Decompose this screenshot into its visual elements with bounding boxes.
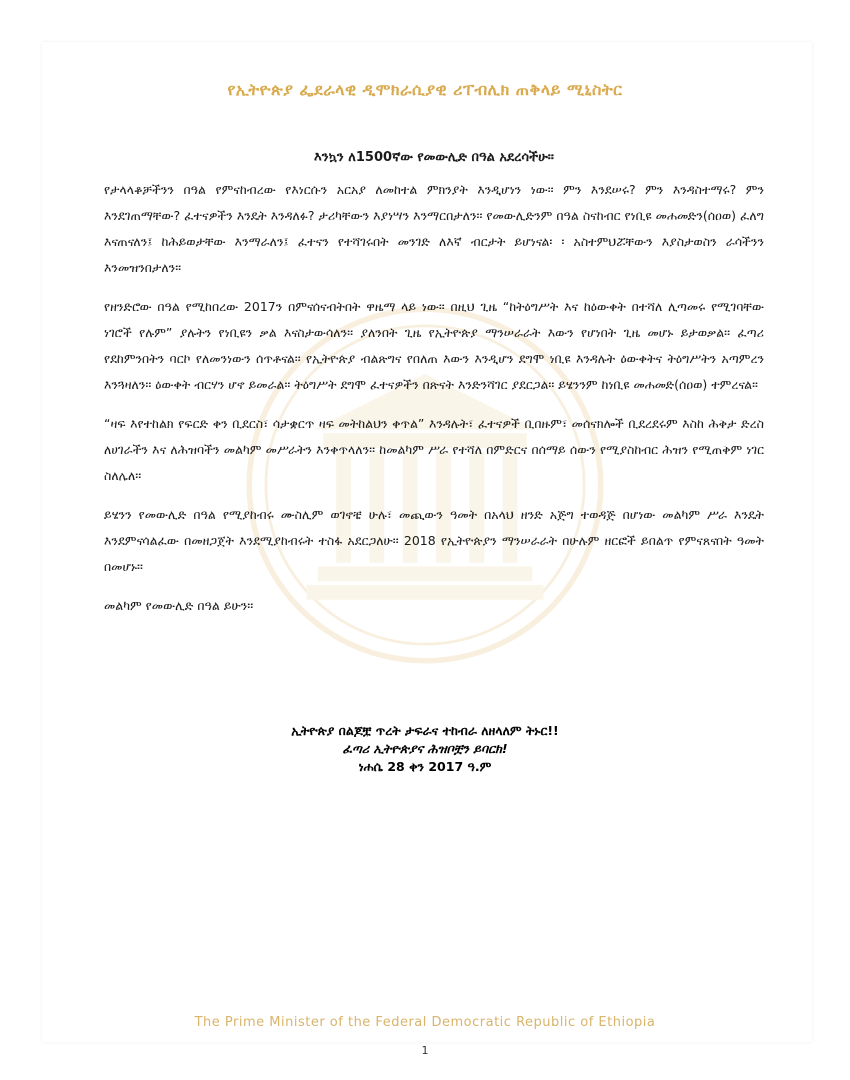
office-title-header: የኢትዮጵያ ፌደራላዊ ዲሞክራሲያዊ ሪፐብሊክ ጠቅላይ ሚኒስትር (227, 80, 623, 99)
paragraph-4: ይሄንን የመውሊድ በዓል የሚያከብሩ ሙስሊም ወገኖቼ ሁሉ፣ መጪውን ዓመት በአላህ ዘንድ አጅግ ተወዳጅ በሆነው መልካም ሥራ እንዴት እንደምናሳልፈው በመዘጋጀት እንደሚያከብሩት ተስፋ አደርጋለሁ፡፡ 2018 የኢትዮጵያን ማንሠራራት በሁሉም ዘርፎች ይበልጥ የምናጸናበት ዓመት በመሆኑ፡፡ (104, 507, 764, 574)
closing-line-2: ፈጣሪ ኢትዮጵያና ሕዝቦቿን ይባርክ! (342, 741, 508, 756)
closing-line-1: ኢትዮጵያ በልጆቿ ጥረት ታፍራና ተከብራ ለዘላለም ትኑር!! (291, 723, 559, 738)
office-title-footer: The Prime Minister of the Federal Democratic Republic of Ethiopia (194, 1015, 656, 1030)
paragraph-2: የዘንድሮው በዓል የሚከበረው 2017ን በምናሰናብትበት ዋዜማ ላይ ነው፡፡ በዚህ ጊዜ “ከትዕግሥት እና ከዕውቀት በተሻለ ሊጣመሩ የሚገባቸው ነገሮች የሉም” ያሉትን የነቢዩን ቃል እናስታውሳለን፡፡ ያለንበት ጊዜ የኢትዮጵያ ማንሠራራት እውን የሆነበት ጊዜ መሆኑ ይታወቃል፡፡ ፈጣሪ የደከምንበትን ባርኮ የለመንነውን ሰጥቶናል፡፡ የኢትዮጵያ ብልጽግና የበለጠ እውን እንዲሆን ደግሞ ነቢዩ እንዳሉት ዕውቀትና ትዕግሥትን አጣምረን እንጓዛለን፡፡ ዕውቀት ብርሃን ሆኖ ይመራል፡፡ ትዕግሥት ደግሞ ፈተናዎችን በጽናት እንድንሻገር ያደርጋል፡፡ ይሄንንም ከነቢዩ መሐመድ(ሰዐወ) ተምረናል፡፡ (104, 299, 764, 392)
letter-date: ነሐሴ 28 ቀን 2017 ዓ.ም (358, 759, 492, 774)
page-number: 1 (421, 1044, 429, 1057)
letter-body (104, 145, 764, 632)
paragraph-3: “ዛፍ እየተከልክ የፍርድ ቀን ቢደርስ፣ ሳታቋርጥ ዛፍ መትከልህን ቀጥል” እንዳሉት፣ ፈተናዎች ቢበዙም፣ መሰናክሎች ቢደረደሩም እስከ ሕቅታ ድረስ ለሀገራችን እና ለሕዝባችን መልካም መሥራትን እንቀጥላለን፡፡ ከመልካም ሥራ የተሻለ በምድርና በሰማይ ሰውን የሚያስከብር ሕዝን የሚጠቅም ነገር ስለሌለ፡፡ (104, 416, 764, 483)
letter-title: እንኳን ለ1500ኛው የመውሊድ በዓል አደረሳችሁ፡፡ (314, 150, 554, 165)
paragraph-1: የታላላቆቻችንን በዓል የምናከብረው የእነርሱን አርአያ ለመከተል ምክንያት እንዲሆነን ነው፡፡ ምን እንደሠሩ? ምን እንዳስተማሩ? ምን እንደገጠማቸው? ፈተናዎችን እንዴት እንዳለፉ? ታሪካቸውን እያነሣን እንማርበታለን፡፡ የመውሊድንም በዓል ስናከብር የነቢዩ መሐመድን(ሰዐወ) ፈለግ እናጠናለን፤ ከሕይወታቸው እንማራለን፤ ፈተናን የተሻገሩበት መንገድ ለእኛ ብርታት ይሆነናል፡ ፡ አስተምህሯቸውን እያስታወስን ራሳችንን እንመዝንበታለን፡፡ (104, 182, 764, 275)
paragraph-5: መልካም የመውሊድ በዓል ይሁን፡፡ (104, 598, 254, 613)
letter-closing (0, 722, 850, 776)
